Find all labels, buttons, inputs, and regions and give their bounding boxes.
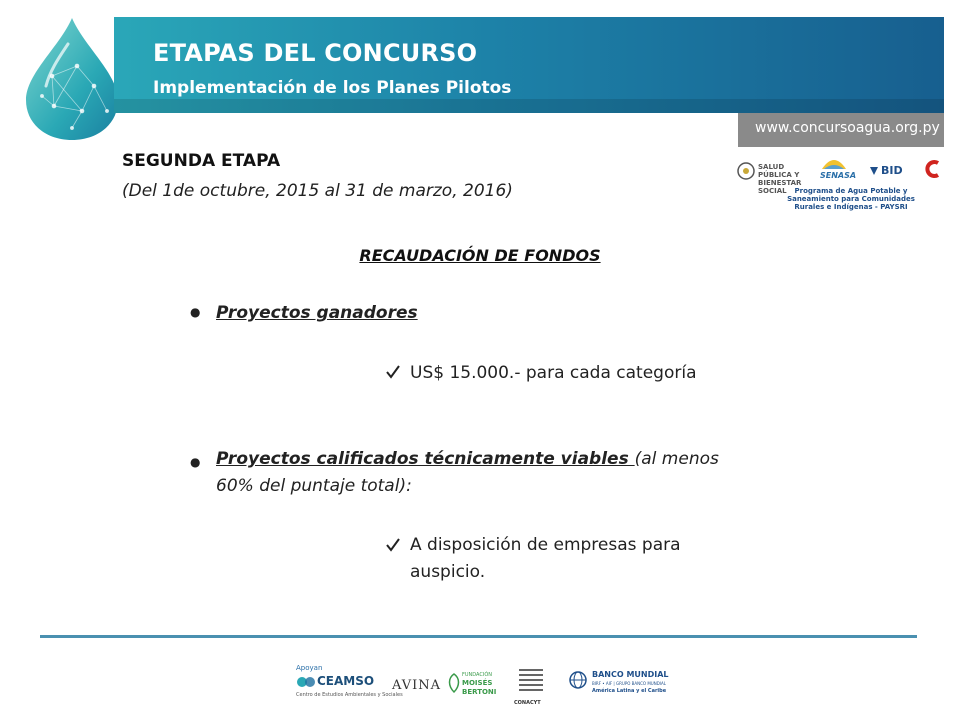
ceamso-subtitle: Centro de Estudios Ambientales y Sociales [296,692,403,698]
bullet-title: Proyectos ganadores [216,303,418,323]
stage-title: SEGUNDA ETAPA [122,151,281,171]
fundacion-label: FUNDACIÓN [462,672,493,678]
checkmark-icon [385,537,401,553]
leaf-icon [448,672,460,694]
conacyt-label: CONACYT [514,700,541,706]
check-item: US$ 15.000.- para cada categoría [410,363,697,383]
c-logo-icon [924,159,942,179]
senasa-sun-icon [820,155,848,171]
checkmark-icon [385,364,401,380]
banco-mundial-label: BANCO MUNDIAL [592,670,669,679]
ministry-seal-icon [736,161,756,181]
stage-dates: (Del 1de octubre, 2015 al 31 de marzo, 2016) [122,181,513,201]
avina-logo: AVINA [392,678,442,693]
bullet-item [216,446,746,500]
bertoni-label: BERTONI [462,688,497,696]
bullet-marker: ● [190,305,201,319]
water-drop-logo [22,16,122,142]
bullet-marker: ● [190,455,201,469]
bullet-rest: (al menos 60% del puntaje total): [216,449,719,496]
bullet-title: Proyectos calificados técnicamente viables [216,449,635,469]
bid-icon [868,165,880,177]
page-title: ETAPAS DEL CONCURSO [153,39,478,67]
conacyt-icon [516,664,546,694]
footer-divider [40,635,917,638]
sponsor-logos [736,155,946,213]
program-label: Programa de Agua Potable y Saneamiento para Comunidades Rurales e Indígenas - PAYSRI [787,187,915,211]
section-heading: RECAUDACIÓN DE FONDOS [359,246,601,265]
bullet-item [216,300,756,327]
page-subtitle: Implementación de los Planes Pilotos [153,78,512,98]
bid-label: BID [881,164,903,177]
website-url[interactable]: www.concursoagua.org.py [755,120,940,136]
ceamso-icon [296,674,316,690]
banco-mundial-region: América Latina y el Caribe [592,688,667,694]
ceamso-label: CEAMSO [317,674,375,688]
senasa-label: SENASA [820,171,857,180]
globe-icon [568,670,588,690]
footer-logos [290,660,670,716]
apoyan-label: Apoyan [296,664,323,672]
check-item: A disposición de empresas para auspicio. [410,535,681,582]
banco-mundial-sub: BIRF • AIF | GRUPO BANCO MUNDIAL [592,681,666,686]
moises-label: MOISÉS [462,679,493,687]
ministry-label: SALUD PÚBLICA Y BIENESTAR SOCIAL [758,163,802,195]
